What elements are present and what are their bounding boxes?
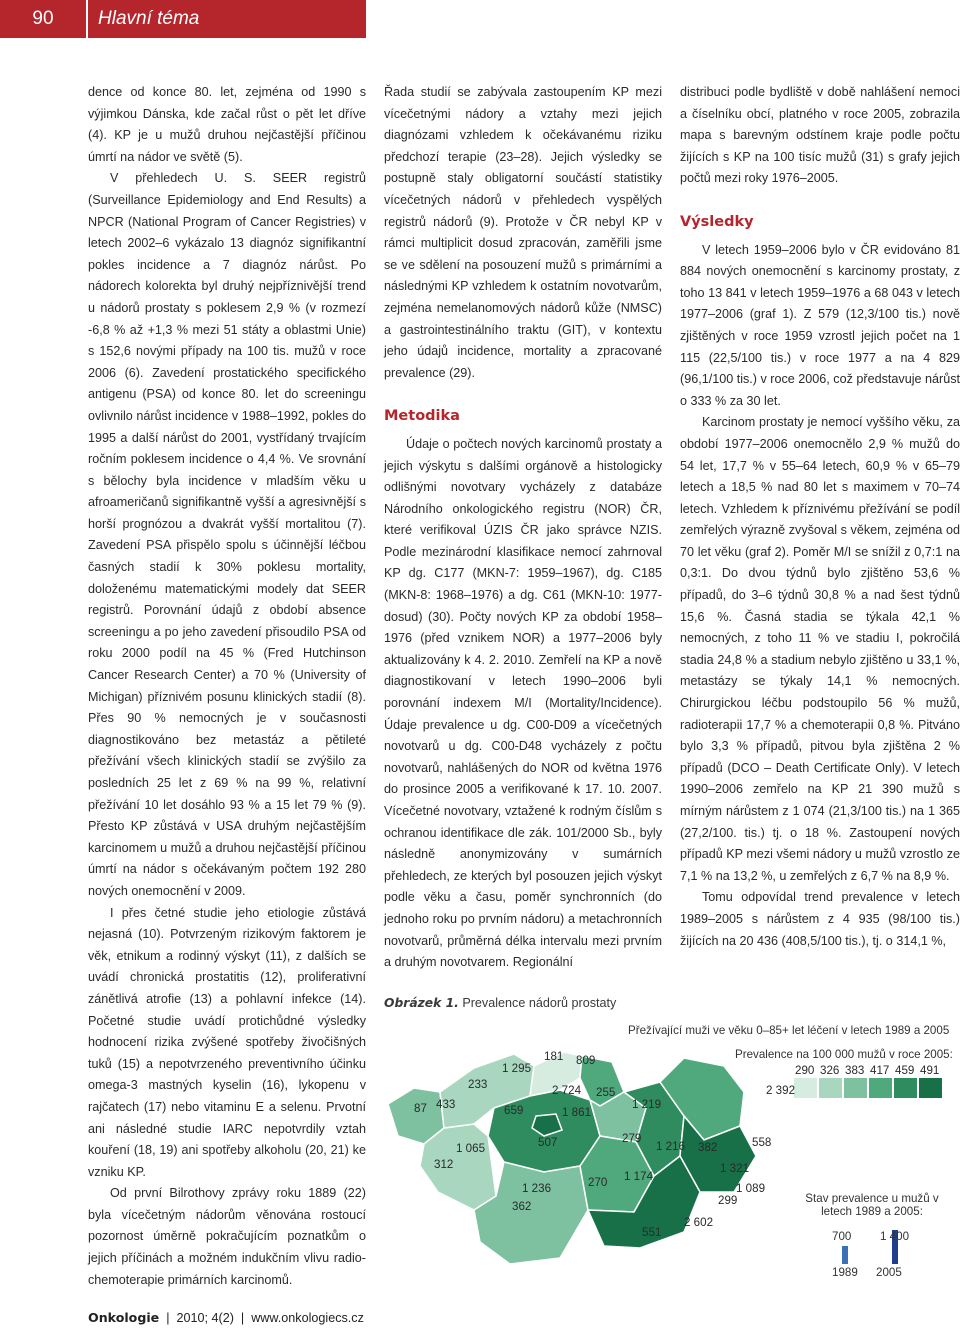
legend-value: 459: [895, 1064, 915, 1077]
map-label: 255: [596, 1086, 616, 1099]
map-label: 659: [504, 1104, 524, 1117]
journal-issue: 2010; 4(2): [176, 1311, 234, 1325]
figure-caption-text: Prevalence nádorů prostaty: [462, 996, 617, 1010]
journal-url: www.onkologiecs.cz: [251, 1311, 364, 1325]
legend2-title: Stav prevalence u mužů v letech 1989 a 2005:: [805, 1192, 939, 1218]
text-column-1: [88, 82, 366, 1291]
legend-value: 417: [870, 1064, 890, 1077]
map-label: 1 089: [736, 1182, 766, 1195]
map-label: 433: [436, 1098, 456, 1111]
figure-label: Obrázek 1.: [384, 996, 459, 1010]
legend-color-box: [894, 1078, 917, 1098]
legend-value: 491: [920, 1064, 940, 1077]
legend2-value-700: 700: [832, 1230, 852, 1243]
paragraph: dence od konce 80. let, zejména od 1990 s výjimkou Dánska, kde začal růst o pět let dříve (4). KP je u mužů druhou nejčastější příčinou úmrtí na nádor ve světě (5).: [88, 85, 366, 164]
page-number: 90: [0, 0, 86, 38]
map-label: 2 724: [552, 1084, 582, 1097]
paragraph: Od první Bilrothovy zprávy roku 1889 (22) byla vícečetným nádorům věnována rostoucí pozornost úměrně pokračujícím poznatkům o jejich příčinách a možném indukčním vlivu radio-chemoterapie primárních karcinomů.: [88, 1186, 366, 1287]
legend-value: 383: [845, 1064, 865, 1077]
map-label: 1 861: [562, 1106, 592, 1119]
paragraph: distribuci podle bydliště v době nahlášení nemoci a číselníku obcí, platného v roce 2005, zobrazila mapa s barevným odstínem kraje podle počtu žijících s KP na 100 tisíc mužů (31) s grafy jejich počtů mezi roky 1976–2005.: [680, 85, 960, 186]
figure-legend-title: Prevalence na 100 000 mužů v roce 2005:: [735, 1048, 953, 1061]
legend2-value-1400: 1 400: [880, 1230, 910, 1243]
methods-heading: Metodika: [384, 408, 460, 425]
map-label: 1 216: [656, 1140, 686, 1153]
map-legend: [794, 1064, 942, 1098]
text-column-3: [680, 82, 960, 952]
text-column-2: [384, 82, 662, 974]
map-label: 558: [752, 1136, 772, 1149]
paragraph: V letech 1959–2006 bylo v ČR evidováno 81 884 nových onemocnění s karcinomy prostaty, z toho 13 841 v letech 1959–1976 a 68 043 v letech 1977–2006 (graf 1). Z 579 (12,3/100 tis.) nově zjištěných v roce 1959 vzrostl jejich počet na 1 115 (22,5/100 tis.) v roce 1977 a na 4 829 (96,1/100 tis.) v roce 2006, což představuje nárůst o 333 % za 30 let.: [680, 242, 960, 408]
czech-map: [384, 996, 960, 1286]
journal-name: Onkologie: [88, 1310, 160, 1325]
map-label: 2 602: [684, 1216, 714, 1229]
map-label: 279: [622, 1132, 642, 1145]
legend-color-box: [819, 1078, 842, 1098]
paragraph: Karcinom prostaty je nemocí vyššího věku, za období 1977–2006 onemocnělo 2,9 % mužů do 54 let, 17,7 % v 55–64 letech, 60,9 % v 65–79 letech a 18,5 % nad 80 let s maximem v 70–74 letech. Vzhledem k příznivému přežívání se podíl zemřelých výrazně zvyšoval s věkem, zejména od 70 let věku (graf 2). Poměr M/I se snížil z 0,7:1 na 0,3:1. Do dvou týdnů bylo zjištěno 53,6 % případů, do 3–6 týdnů 30,8 % a nad šest týdnů 15,6 %. Časná stadia se týkala 42,1 % nemocných, z toho 11 % ve stadiu I, pokročilá stadia 24,8 % a stadium nebylo zjištěno u 33,1 %, metastázy se týkaly 14,1 % nemocných. Chirurgickou léčbu podstoupilo 56 % mužů, radioterapii 17,7 % a chemoterapii 0,8 %. Pitváno bylo 3,3 % případů, pitvou byla zjištěna 2 % případů (DCO – Death Certificate Only). V letech 1990–2006 zemřelo na KP 21 390 mužů s mírným nárůstem z 1 074 (21,3/100 tis.) na 1 365 (27,2/100. tis.) tj. o 18 %. Zastoupení nových případů KP mezi všemi nádory u mužů vzrostlo ze 7,1 % na 13,2 %, u zemřelých z 6,7 % na 8,9 %.: [680, 415, 960, 883]
legend-color-box: [869, 1078, 892, 1098]
map-label: 299: [718, 1194, 738, 1207]
legend2-year-1989: 1989: [832, 1266, 858, 1279]
paragraph: I přes četné studie jeho etiologie zůstává nejasná (10). Potvrzeným rizikovým faktorem je věk, etnikum a rodinný výskyt (11), z dalších se uvádí chronická prostatitis (12), proliferativní zánětlivá atrofie (13) a pohlavní infekce (14). Početné studie uvádí protichůdné výsledky hodnocení rizika zvýšené spotřeby živočišných tuků (15) a nepotvrzeného preventivního účinku omega-3 mastných kyselin (16), lykopenu v rajčatech (17) nebo vitaminu E a selenu. Prvotní ani následné studie IARC nepotvrdily vztah kouření (18, 19) ani spotřeby alkoholu (20, 21) ke vzniku KP.: [88, 905, 366, 1179]
results-heading: Výsledky: [680, 213, 754, 230]
map-label: 312: [434, 1158, 454, 1171]
paragraph: Řada studií se zabývala zastoupením KP mezi vícečetnými nádory a vztahy mezi jejich diagnózami vzhledem k očekávanému riziku předchozí terapie (23–28). Jejich výsledky se postupně staly obligatorní součástí statistiky vícečetných nádorů v přehledech vyspělých registrů nádorů (9). Protože v ČR nebyl KP v rámci multiplicit dosud zpracován, zaměřili jsme se ve sdělení na posouzení mužů s primárními a následnými KP vzhledem k ostatním novotvarům, zejména nemelanomových nádorů kůže (NMSC) a gastrointestinálního traktu (GIT), v kontextu jeho údajů incidence, mortality a zpracované prevalence (29).: [384, 85, 662, 380]
legend-color-box: [919, 1078, 942, 1098]
page-header: [0, 0, 366, 38]
map-label: 1 321: [720, 1162, 750, 1175]
legend-color-box: [794, 1078, 817, 1098]
legend-color-box: [844, 1078, 867, 1098]
map-label: 270: [588, 1176, 608, 1189]
figure-subtitle: Přežívající muži ve věku 0–85+ let léčení v letech 1989 a 2005: [628, 1024, 950, 1037]
legend-bar-1989: [842, 1246, 848, 1264]
map-label: 233: [468, 1078, 488, 1091]
paragraph: Údaje o počtech nových karcinomů prostaty a jejich výskytu s dalšími orgánově a histologicky odlišnými novotvary vycházely z databáze Národního onkologického registru (NOR) ČR, které verifikoval ÚZIS ČR jako správce NZIS. Podle mezinárodní klasifikace nemocí zahrnoval KP dg. C177 (MKN-7: 1959–1967), dg. C185 (MKN-8: 1968–1976) a dg. C61 (MKN-10: 1977-dosud) (30). Počty nových KP za období 1958–1976 (před vznikem NOR) a 1977–2006 byly aktualizovány k 4. 2. 2010. Zemřelí na KP a nově diagnostikovaní v letech 1990–2006 byli porovnání indexem M/I (Mortality/Incidence). Údaje prevalence u dg. C00-D09 a vícečetných novotvarů u dg. C00-D48 vycházely z počtu novotvarů, nahlášených do NOR od května 1976 do prosince 2005 a verifikované k 17. 10. 2007. Vícečetné novotvary, vztažené k rodným číslům s ochranou identifikace dle zák. 101/2000 Sb., byly následně anonymizovány v sumárních přehledech, ze kterých byl posouzen jejich výskyt podle věku a času, poměr synchronních (do jednoho roku po prvním nádoru) a metachronních novotvarů, průměrná délka intervalu mezi prvním a druhým novotvarem. Regionální: [384, 436, 662, 970]
legend2-year-2005: 2005: [876, 1266, 902, 1279]
legend-value: 290: [795, 1064, 815, 1077]
paragraph: V přehledech U. S. SEER registrů (Surveillance Epidemiology and End Results) a NPCR (National Program of Cancer Registries) v letech 2002–6 vykázalo 13 diagnóz signifikantní pokles incidence a 7 diagnóz nárůst. Po nádorech kolorekta byl druhý nejpříznivější trend u nádorů prostaty s poklesem 2,9 % (v rozmezí -6,8 % až +1,3 % mezi 51 státy a oblastmi Unie) s 152,6 novými případy na 100 tis. mužů v roce 2006 (6). Zavedení prostatického specifického antigenu (PSA) od konce 80. let do screeningu ovlivnilo nárůst incidence v 1988–1992, pokles do 1995 a další nárůst do 2001, vystřídaný trvajícím ročním poklesem incidence o 4,4 %. Ve srovnání s bělochy byla incidence v mladším věku u afroameričanů signifikantně vyšší a agresivnější s horší prognózou a dvakrát vyšší mortalitou (7). Zavedení PSA přispělo spolu s účinnější léčbou časných stadií k 30% poklesu mortality, doloženému matematickými modely dat SEER registrů. Porovnání údajů z období absence screeningu a po jeho zavedení přisoudilo PSA od roku 2000 podíl na 45 % (Fred Hutchinson Cancer Research Center) a 70 % (University of Michigan) příznivém posunu klinických stadií (8). Přes 90 % nemocných je v současnosti diagnostikováno bez metastáz a pětileté přežívání všech klinických stadií se zvýšilo za posledních 25 let z 69 % na 99 %, relativní přežívání 10 let dosáhlo 93 % a 15 let 79 % (9). Přesto KP zůstává v USA druhým nejčastějším karcinomem u mužů a druhou nejčastější příčinou úmrtí na nádor s očekávaným počtem 192 280 nových onemocnění v 2009.: [88, 171, 366, 898]
map-label: 551: [642, 1226, 662, 1239]
map-label: 87: [414, 1102, 427, 1115]
legend-value: 326: [820, 1064, 840, 1077]
paragraph: Tomu odpovídal trend prevalence v letech 1989–2005 s nárůstem z 4 935 (98/100 tis.) žijících na 20 436 (408,5/100 tis.), tj. o 314,1 %,: [680, 890, 960, 948]
map-label: 1 219: [632, 1098, 662, 1111]
page-footer: Onkologie | 2010; 4(2) | www.onkologiecs.cz: [88, 1310, 364, 1325]
figure-prevalence-map: [384, 996, 960, 1286]
map-label: 181: [544, 1050, 564, 1063]
map-label: 1 065: [456, 1142, 486, 1155]
map-label: 1 174: [624, 1170, 654, 1183]
map-label: 1 236: [522, 1182, 552, 1195]
map-label: 809: [576, 1054, 596, 1067]
map-label: 2 392: [766, 1084, 796, 1097]
map-label: 382: [698, 1141, 718, 1154]
map-label: 1 295: [502, 1062, 532, 1075]
map-label: 362: [512, 1200, 532, 1213]
section-title: Hlavní téma: [88, 0, 366, 38]
map-label: 507: [538, 1136, 558, 1149]
